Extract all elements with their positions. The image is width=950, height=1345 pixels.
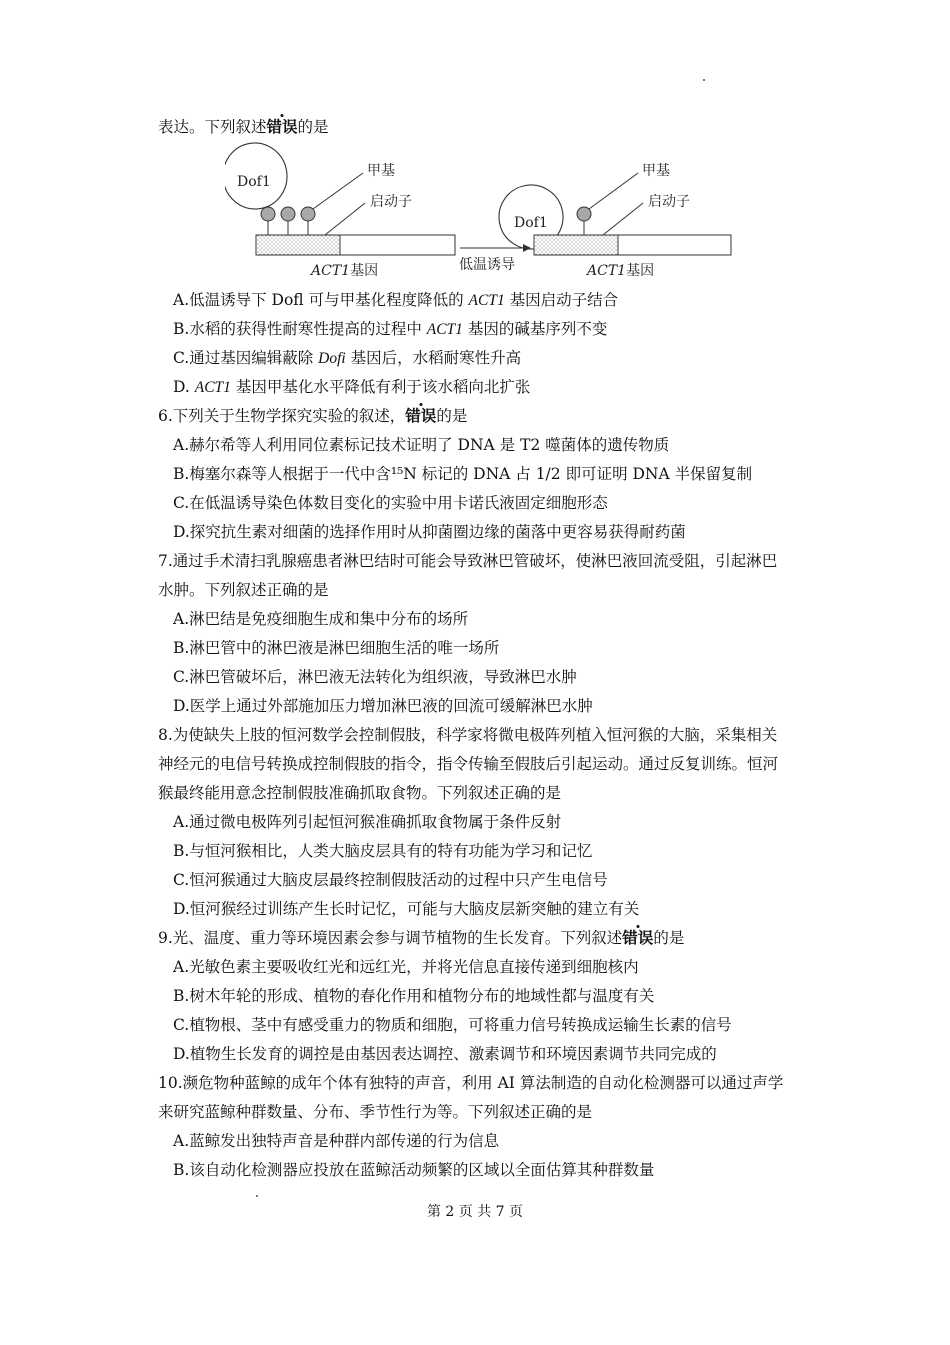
q7-stem-line-1: 7.通过手术清扫乳腺癌患者淋巴结时可能会导致淋巴管破坏，使淋巴液回流受阻，引起淋巴 [158, 552, 778, 570]
q7-stem-line-2: 水肿。下列叙述正确的是 [158, 581, 329, 599]
q10-option-b: B.该自动化检测器应投放在蓝鲸活动频繁的区域以全面估算其种群数量 [173, 1161, 655, 1179]
q6-option-d: D.探究抗生素对细菌的选择作用时从抑菌圈边缘的菌落中更容易获得耐药菌 [173, 523, 686, 541]
q9-option-a: A.光敏色素主要吸收红光和远红光，并将光信息直接传递到细胞核内 [173, 958, 639, 976]
q5-option-c: C.通过基因编辑蔽除 Dofi 基因后，水稻耐寒性升高 [173, 349, 522, 367]
q5-option-b: B.水稻的获得性耐寒性提高的过程中 ACT1 基因的碱基序列不变 [173, 320, 608, 338]
q8-stem-line-1: 8.为使缺失上肢的恒河数学会控制假肢，科学家将微电极阵列植入恒河猴的大脑，采集相关 [158, 726, 778, 744]
arrow-label: 低温诱导 [459, 257, 515, 273]
methyl-label-right: 甲基 [642, 163, 670, 179]
methyl-group-2 [281, 207, 295, 221]
dof1-label-right: Dof1 [514, 215, 548, 231]
methyl-group-right [577, 207, 591, 221]
page-footer: 第 2 页 共 7 页 [426, 1204, 524, 1220]
left-gene-panel [225, 139, 455, 279]
promoter-label-right: 启动子 [648, 194, 690, 210]
q8-option-b: B.与恒河猴相比，人类大脑皮层具有的特有功能为学习和记忆 [173, 842, 593, 860]
question-5-stem-tail: 表达。下列叙述错误的是 [158, 117, 329, 136]
methyl-label-left: 甲基 [367, 163, 395, 179]
gene-label-left: ACT1基因 [311, 263, 379, 279]
act1-methylation-diagram [225, 135, 745, 280]
q7-option-a: A.淋巴结是免疫细胞生成和集中分布的场所 [173, 610, 469, 628]
q9-stem: 9.光、温度、重力等环境因素会参与调节植物的生长发育。下列叙述错误的是 [158, 928, 685, 947]
q7-option-b: B.淋巴管中的淋巴液是淋巴细胞生活的唯一场所 [173, 639, 500, 657]
q7-option-d: D.医学上通过外部施加压力增加淋巴液的回流可缓解淋巴水肿 [173, 697, 593, 715]
gene-body-right [618, 235, 731, 255]
q8-stem-line-2: 神经元的电信号转换成控制假肢的指令，指令传输至假肢后引起运动。通过反复训练。恒河 [158, 755, 779, 773]
right-gene-panel [494, 162, 731, 279]
scan-speck [703, 79, 705, 81]
q9-option-c: C.植物根、茎中有感受重力的物质和细胞，可将重力信号转换成运输生长素的信号 [173, 1016, 732, 1034]
q8-option-c: C.恒河猴通过大脑皮层最终控制假肢活动的过程中只产生电信号 [173, 871, 608, 889]
emphasis-wrong: 错误 [405, 406, 437, 425]
q9-option-d: D.植物生长发育的调控是由基因表达调控、激素调节和环境因素调节共同完成的 [173, 1045, 717, 1063]
q6-stem: 6.下列关于生物学探究实验的叙述，错误的是 [158, 406, 468, 425]
dof1-label-left: Dof1 [237, 174, 271, 190]
methyl-group-1 [261, 207, 275, 221]
q9-option-b: B.树木年轮的形成、植物的春化作用和植物分布的地域性都与温度有关 [173, 987, 655, 1005]
q10-stem-line-1: 10.濒危物种蓝鲸的成年个体有独特的声音，利用 AI 算法制造的自动化检测器可以通过声学 [158, 1074, 784, 1092]
q8-stem-line-3: 猴最终能用意念控制假肢准确抓取食物。下列叙述正确的是 [158, 784, 562, 802]
emphasis-wrong: 错误 [622, 928, 654, 947]
q6-option-c: C.在低温诱导染色体数目变化的实验中用卡诺氏液固定细胞形态 [173, 494, 608, 512]
promoter-label-left: 启动子 [370, 194, 412, 210]
q8-option-d: D.恒河猴经过训练产生长时记忆，可能与大脑皮层新突触的建立有关 [173, 900, 640, 918]
gene-label-right: ACT1基因 [587, 263, 655, 279]
q8-option-a: A.通过微电极阵列引起恒河猴准确抓取食物属于条件反射 [173, 813, 562, 831]
q10-option-a: A.蓝鲸发出独特声音是种群内部传递的行为信息 [173, 1132, 500, 1150]
promoter-region-right [534, 235, 618, 255]
scan-speck [256, 1195, 258, 1197]
emphasis-wrong: 错误 [266, 117, 298, 136]
low-temperature-arrow [459, 244, 531, 273]
q5-option-d: D. ACT1 基因甲基化水平降低有利于该水稻向北扩张 [173, 378, 531, 396]
q6-option-b: B.梅塞尔森等人根据于一代中含¹⁵N 标记的 DNA 占 1/2 即可证明 DNA 半保留复制 [173, 465, 753, 483]
q6-option-a: A.赫尔希等人利用同位素标记技术证明了 DNA 是 T2 噬菌体的遗传物质 [173, 436, 670, 454]
q10-stem-line-2: 来研究蓝鲸种群数量、分布、季节性行为等。下列叙述正确的是 [158, 1103, 593, 1121]
q7-option-c: C.淋巴管破坏后，淋巴液无法转化为组织液，导致淋巴水肿 [173, 668, 577, 686]
methyl-group-3 [301, 207, 315, 221]
gene-body-left [340, 235, 455, 255]
q5-option-a: A.低温诱导下 Dofl 可与甲基化程度降低的 ACT1 基因启动子结合 [173, 291, 619, 309]
promoter-region-left [256, 235, 340, 255]
